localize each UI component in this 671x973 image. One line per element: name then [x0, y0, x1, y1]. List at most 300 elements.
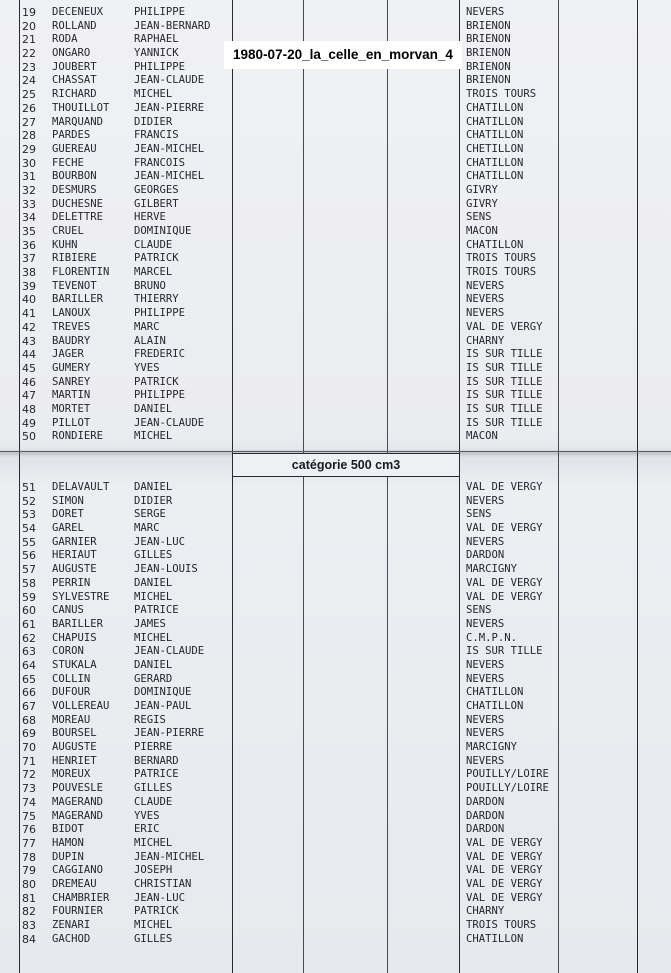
entry-first-name: JEAN-BERNARD	[134, 19, 211, 32]
entry-number: 62	[22, 631, 36, 645]
entry-city: IS SUR TILLE	[466, 416, 543, 429]
entry-number: 68	[22, 713, 36, 727]
entry-city: CHATILLON	[466, 932, 524, 945]
entry-row	[0, 618, 671, 632]
entry-last-name: PILLOT	[52, 416, 91, 429]
entry-city: NEVERS	[466, 658, 505, 671]
entry-first-name: MICHEL	[134, 590, 173, 603]
entry-city: NEVERS	[466, 617, 505, 630]
entry-row	[0, 33, 671, 47]
entry-last-name: SIMON	[52, 494, 84, 507]
entry-row	[0, 700, 671, 714]
entry-first-name: PHILIPPE	[134, 389, 186, 402]
entry-first-name: DANIEL	[134, 402, 173, 415]
entry-list-section-2	[0, 481, 671, 946]
entry-first-name: JEAN-CLAUDE	[134, 645, 205, 658]
entry-city: DARDON	[466, 795, 505, 808]
entry-city: GIVRY	[466, 183, 498, 196]
entry-row	[0, 170, 671, 184]
entry-number: 64	[22, 658, 36, 672]
entry-last-name: BARILLER	[52, 293, 104, 306]
entry-number: 19	[22, 6, 36, 19]
entry-city: CHATILLON	[466, 129, 524, 142]
entry-last-name: MAGERAND	[52, 795, 104, 808]
entry-number: 30	[22, 156, 36, 170]
entry-row	[0, 481, 671, 495]
entry-first-name: MARC	[134, 522, 160, 535]
entry-row	[0, 837, 671, 851]
entry-number: 84	[22, 932, 36, 946]
entry-number: 83	[22, 919, 36, 932]
entry-number: 52	[22, 494, 36, 508]
entry-row	[0, 919, 671, 933]
entry-first-name: DOMINIQUE	[134, 225, 192, 237]
entry-last-name: FECHE	[52, 156, 84, 169]
entry-last-name: FLORENTIN	[52, 266, 110, 279]
entry-number: 81	[22, 891, 36, 905]
entry-last-name: RIBIERE	[52, 252, 97, 265]
entry-city: VAL DE VERGY	[466, 320, 543, 333]
entry-city: NEVERS	[466, 713, 505, 726]
entry-city: IS SUR TILLE	[466, 402, 543, 415]
entry-number: 49	[22, 416, 36, 430]
entry-number: 28	[22, 129, 36, 143]
entry-city: CHATILLON	[466, 700, 524, 712]
entry-row	[0, 225, 671, 239]
entry-first-name: GILLES	[134, 549, 173, 562]
entry-row	[0, 741, 671, 755]
entry-city: DARDON	[466, 809, 505, 822]
entry-row	[0, 604, 671, 618]
entry-row	[0, 252, 671, 266]
entry-city: TROIS TOURS	[466, 266, 537, 279]
entry-number: 37	[22, 252, 36, 266]
entry-row	[0, 20, 671, 34]
entry-last-name: BAUDRY	[52, 334, 91, 347]
entry-city: SENS	[466, 604, 492, 617]
entry-row	[0, 6, 671, 20]
entry-first-name: GEORGES	[134, 183, 179, 196]
entry-last-name: STUKALA	[52, 658, 97, 671]
entry-first-name: FREDERIC	[134, 348, 186, 361]
entry-row	[0, 102, 671, 116]
entry-city: IS SUR TILLE	[466, 389, 543, 402]
entry-row	[0, 933, 671, 947]
entry-number: 36	[22, 238, 36, 252]
entry-row	[0, 389, 671, 403]
entry-last-name: GUEREAU	[52, 142, 97, 155]
entry-number: 59	[22, 590, 36, 604]
entry-first-name: DANIEL	[134, 481, 173, 493]
entry-row	[0, 321, 671, 335]
entry-city: VAL DE VERGY	[466, 522, 543, 535]
entry-first-name: DANIEL	[134, 658, 173, 671]
entry-row	[0, 823, 671, 837]
entry-row	[0, 563, 671, 577]
entry-number: 47	[22, 389, 36, 403]
entry-first-name: JEAN-LUC	[134, 891, 186, 904]
entry-city: NEVERS	[466, 307, 505, 320]
entry-city: VAL DE VERGY	[466, 576, 543, 589]
entry-city: NEVERS	[466, 672, 505, 685]
entry-row	[0, 892, 671, 906]
entry-number: 73	[22, 782, 36, 796]
entry-row	[0, 782, 671, 796]
entry-first-name: ERIC	[134, 823, 160, 836]
entry-last-name: MARQUAND	[52, 115, 104, 128]
entry-city: BRIENON	[466, 60, 511, 73]
entry-city: IS SUR TILLE	[466, 348, 543, 361]
entry-number: 33	[22, 197, 36, 211]
entry-first-name: MICHEL	[134, 430, 173, 443]
entry-first-name: FRANCOIS	[134, 156, 186, 169]
entry-city: TROIS TOURS	[466, 919, 537, 931]
entry-row	[0, 211, 671, 225]
entry-first-name: PIERRE	[134, 741, 173, 754]
entry-last-name: FOURNIER	[52, 905, 104, 918]
entry-first-name: MICHEL	[134, 919, 173, 931]
entry-last-name: RODA	[52, 33, 78, 46]
entry-first-name: MICHEL	[134, 836, 173, 849]
entry-city: CHATILLON	[466, 156, 524, 169]
entry-first-name: ALAIN	[134, 334, 166, 347]
entry-row	[0, 47, 671, 61]
entry-first-name: CLAUDE	[134, 238, 173, 251]
entry-first-name: PATRICK	[134, 905, 179, 918]
entry-first-name: DANIEL	[134, 576, 173, 589]
entry-number: 67	[22, 700, 36, 713]
entry-last-name: MORTET	[52, 402, 91, 415]
entry-first-name: JEAN-MICHEL	[134, 142, 205, 155]
entry-city: CHARNY	[466, 334, 505, 347]
entry-first-name: GILBERT	[134, 197, 179, 210]
entry-row	[0, 266, 671, 280]
entry-first-name: PATRICE	[134, 768, 179, 781]
entry-number: 26	[22, 101, 36, 115]
entry-last-name: SYLVESTRE	[52, 590, 110, 603]
entry-city: POUILLY/LOIRE	[466, 782, 549, 795]
entry-first-name: PHILIPPE	[134, 60, 186, 73]
entry-city: CHATILLON	[466, 101, 524, 114]
entry-number: 29	[22, 142, 36, 156]
entry-city: NEVERS	[466, 535, 505, 548]
entry-number: 82	[22, 905, 36, 919]
entry-last-name: RONDIERE	[52, 430, 104, 443]
entry-row	[0, 768, 671, 782]
entry-last-name: BOURSEL	[52, 727, 97, 740]
image-caption: 1980-07-20_la_celle_en_morvan_4	[224, 41, 462, 69]
entry-city: NEVERS	[466, 754, 505, 767]
entry-first-name: RAPHAEL	[134, 33, 179, 46]
entry-number: 42	[22, 320, 36, 334]
entry-first-name: REGIS	[134, 713, 166, 726]
entry-number: 32	[22, 183, 36, 197]
entry-number: 54	[22, 522, 36, 536]
entry-last-name: ROLLAND	[52, 19, 97, 32]
entry-number: 34	[22, 211, 36, 225]
entry-first-name: GILLES	[134, 782, 173, 795]
entry-row	[0, 417, 671, 431]
entry-number: 24	[22, 74, 36, 88]
entry-row	[0, 536, 671, 550]
entry-row	[0, 129, 671, 143]
entry-city: DARDON	[466, 823, 505, 836]
entry-city: CHATILLON	[466, 686, 524, 699]
entry-last-name: CORON	[52, 645, 84, 658]
entry-last-name: HERIAUT	[52, 549, 97, 562]
entry-last-name: GUMERY	[52, 361, 91, 374]
entry-number: 44	[22, 348, 36, 362]
entry-last-name: DUPIN	[52, 850, 84, 863]
entry-number: 53	[22, 508, 36, 522]
entry-first-name: MICHEL	[134, 631, 173, 644]
entry-first-name: JEAN-PIERRE	[134, 727, 205, 740]
entry-first-name: JAMES	[134, 617, 166, 630]
entry-first-name: PHILIPPE	[134, 307, 186, 320]
entry-row	[0, 184, 671, 198]
entry-row	[0, 362, 671, 376]
entry-number: 51	[22, 481, 36, 494]
entry-row	[0, 632, 671, 646]
entry-last-name: DORET	[52, 508, 84, 521]
entry-number: 65	[22, 672, 36, 686]
entry-last-name: BARILLER	[52, 617, 104, 630]
entry-city: BRIENON	[466, 33, 511, 46]
entry-first-name: JEAN-LOUIS	[134, 563, 198, 576]
entry-last-name: DECENEUX	[52, 6, 104, 18]
entry-number: 23	[22, 60, 36, 74]
entry-number: 69	[22, 727, 36, 741]
entry-number: 45	[22, 361, 36, 375]
entry-number: 43	[22, 334, 36, 348]
entry-row	[0, 88, 671, 102]
entry-number: 76	[22, 823, 36, 837]
entry-first-name: BERNARD	[134, 754, 179, 767]
entry-first-name: YANNICK	[134, 47, 179, 60]
entry-row	[0, 878, 671, 892]
entry-city: VAL DE VERGY	[466, 877, 543, 890]
entry-first-name: GERARD	[134, 672, 173, 685]
entry-last-name: MOREUX	[52, 768, 91, 781]
entry-last-name: BIDOT	[52, 823, 84, 836]
entry-last-name: CHASSAT	[52, 74, 97, 87]
entry-number: 66	[22, 686, 36, 700]
entry-last-name: COLLIN	[52, 672, 91, 685]
entry-row	[0, 116, 671, 130]
entry-last-name: JOUBERT	[52, 60, 97, 73]
entry-row	[0, 577, 671, 591]
entry-first-name: YVES	[134, 361, 160, 374]
entry-row	[0, 508, 671, 522]
entry-city: DARDON	[466, 549, 505, 562]
entry-first-name: JEAN-CLAUDE	[134, 74, 205, 87]
entry-row	[0, 864, 671, 878]
entry-number: 41	[22, 307, 36, 321]
entry-city: IS SUR TILLE	[466, 361, 543, 374]
entry-number: 74	[22, 795, 36, 809]
entry-row	[0, 239, 671, 253]
entry-city: NEVERS	[466, 494, 505, 507]
entry-row	[0, 645, 671, 659]
entry-number: 75	[22, 809, 36, 823]
entry-first-name: JEAN-MICHEL	[134, 850, 205, 863]
category-heading: catégorie 500 cm3	[232, 453, 460, 477]
entry-last-name: DELETTRE	[52, 211, 104, 224]
entry-number: 39	[22, 279, 36, 293]
entry-city: MACON	[466, 430, 498, 443]
entry-city: NEVERS	[466, 279, 505, 292]
entry-list-section-1	[0, 6, 671, 444]
entry-last-name: CHAPUIS	[52, 631, 97, 644]
entry-row	[0, 157, 671, 171]
entry-number: 61	[22, 617, 36, 631]
entry-number: 50	[22, 430, 36, 444]
entry-city: TROIS TOURS	[466, 252, 537, 265]
entry-last-name: VOLLEREAU	[52, 700, 110, 712]
entry-row	[0, 591, 671, 605]
entry-last-name: GAREL	[52, 522, 84, 535]
entry-first-name: HERVE	[134, 211, 166, 224]
entry-city: GIVRY	[466, 197, 498, 210]
entry-first-name: DOMINIQUE	[134, 686, 192, 699]
entry-city: MARCIGNY	[466, 563, 518, 576]
entry-last-name: ZENARI	[52, 919, 91, 931]
entry-last-name: DUFOUR	[52, 686, 91, 699]
entry-first-name: GILLES	[134, 932, 173, 945]
entry-number: 78	[22, 850, 36, 864]
entry-city: VAL DE VERGY	[466, 590, 543, 603]
entry-first-name: PATRICK	[134, 375, 179, 388]
entry-last-name: CRUEL	[52, 225, 84, 237]
entry-city: BRIENON	[466, 19, 511, 32]
entry-row	[0, 403, 671, 417]
entry-last-name: DESMURS	[52, 183, 97, 196]
entry-row	[0, 198, 671, 212]
entry-city: CHATILLON	[466, 170, 524, 183]
entry-row	[0, 335, 671, 349]
entry-last-name: JAGER	[52, 348, 84, 361]
entry-city: VAL DE VERGY	[466, 850, 543, 863]
entry-last-name: PERRIN	[52, 576, 91, 589]
entry-city: BRIENON	[466, 74, 511, 87]
entry-number: 27	[22, 115, 36, 129]
entry-last-name: MOREAU	[52, 713, 91, 726]
entry-first-name: JEAN-MICHEL	[134, 170, 205, 183]
entry-row	[0, 293, 671, 307]
entry-last-name: RICHARD	[52, 88, 97, 101]
entry-number: 46	[22, 375, 36, 389]
entry-first-name: YVES	[134, 809, 160, 822]
entry-row	[0, 905, 671, 919]
entry-row	[0, 376, 671, 390]
entry-row	[0, 659, 671, 673]
entry-last-name: MARTIN	[52, 389, 91, 402]
entry-number: 60	[22, 604, 36, 618]
entry-last-name: BOURBON	[52, 170, 97, 183]
entry-number: 31	[22, 170, 36, 184]
entry-city: SENS	[466, 211, 492, 224]
entry-last-name: THOUILLOT	[52, 101, 110, 114]
entry-row	[0, 495, 671, 509]
entry-row	[0, 810, 671, 824]
entry-row	[0, 143, 671, 157]
entry-number: 71	[22, 754, 36, 768]
entry-last-name: LANOUX	[52, 307, 91, 320]
entry-number: 79	[22, 864, 36, 878]
entry-number: 38	[22, 266, 36, 280]
entry-city: POUILLY/LOIRE	[466, 768, 549, 781]
entry-last-name: TREVES	[52, 320, 91, 333]
entry-number: 72	[22, 768, 36, 782]
entry-row	[0, 522, 671, 536]
entry-number: 80	[22, 877, 36, 891]
entry-last-name: AUGUSTE	[52, 563, 97, 576]
entry-last-name: DUCHESNE	[52, 197, 104, 210]
entry-row	[0, 714, 671, 728]
entry-city: NEVERS	[466, 727, 505, 740]
entry-number: 58	[22, 576, 36, 590]
entry-city: C.M.P.N.	[466, 631, 518, 644]
entry-first-name: PATRICK	[134, 252, 179, 265]
entry-first-name: JEAN-PIERRE	[134, 101, 205, 114]
entry-first-name: DIDIER	[134, 494, 173, 507]
entry-city: VAL DE VERGY	[466, 481, 543, 493]
entry-last-name: HENRIET	[52, 754, 97, 767]
entry-last-name: KUHN	[52, 238, 78, 251]
entry-number: 40	[22, 293, 36, 307]
entry-row	[0, 430, 671, 444]
entry-number: 55	[22, 535, 36, 549]
entry-row	[0, 61, 671, 75]
entry-first-name: JOSEPH	[134, 864, 173, 877]
entry-number: 77	[22, 836, 36, 850]
entry-last-name: GACHOD	[52, 932, 91, 945]
entry-number: 35	[22, 225, 36, 238]
entry-city: CHARNY	[466, 905, 505, 918]
entry-first-name: MARC	[134, 320, 160, 333]
entry-row	[0, 727, 671, 741]
entry-last-name: MAGERAND	[52, 809, 104, 822]
entry-last-name: DELAVAULT	[52, 481, 110, 493]
entry-row	[0, 307, 671, 321]
entry-number: 48	[22, 402, 36, 416]
entry-city: VAL DE VERGY	[466, 836, 543, 849]
entry-first-name: CLAUDE	[134, 795, 173, 808]
entry-number: 63	[22, 645, 36, 659]
entry-last-name: SANREY	[52, 375, 91, 388]
entry-last-name: AUGUSTE	[52, 741, 97, 754]
entry-last-name: GARNIER	[52, 535, 97, 548]
entry-city: IS SUR TILLE	[466, 645, 543, 658]
entry-city: NEVERS	[466, 6, 505, 18]
section-separator	[0, 451, 671, 452]
entry-city: CHATILLON	[466, 238, 524, 251]
entry-last-name: TEVENOT	[52, 279, 97, 292]
entry-first-name: PHILIPPE	[134, 6, 186, 18]
entry-number: 25	[22, 88, 36, 102]
entry-city: MACON	[466, 225, 498, 237]
entry-city: MARCIGNY	[466, 741, 518, 754]
entry-row	[0, 348, 671, 362]
entry-last-name: DREMEAU	[52, 877, 97, 890]
entry-number: 22	[22, 47, 36, 61]
entry-city: CHETILLON	[466, 142, 524, 155]
entry-first-name: MARCEL	[134, 266, 173, 279]
entry-first-name: JEAN-PAUL	[134, 700, 192, 712]
entry-city: CHATILLON	[466, 115, 524, 128]
entry-number: 21	[22, 33, 36, 47]
entry-city: VAL DE VERGY	[466, 891, 543, 904]
